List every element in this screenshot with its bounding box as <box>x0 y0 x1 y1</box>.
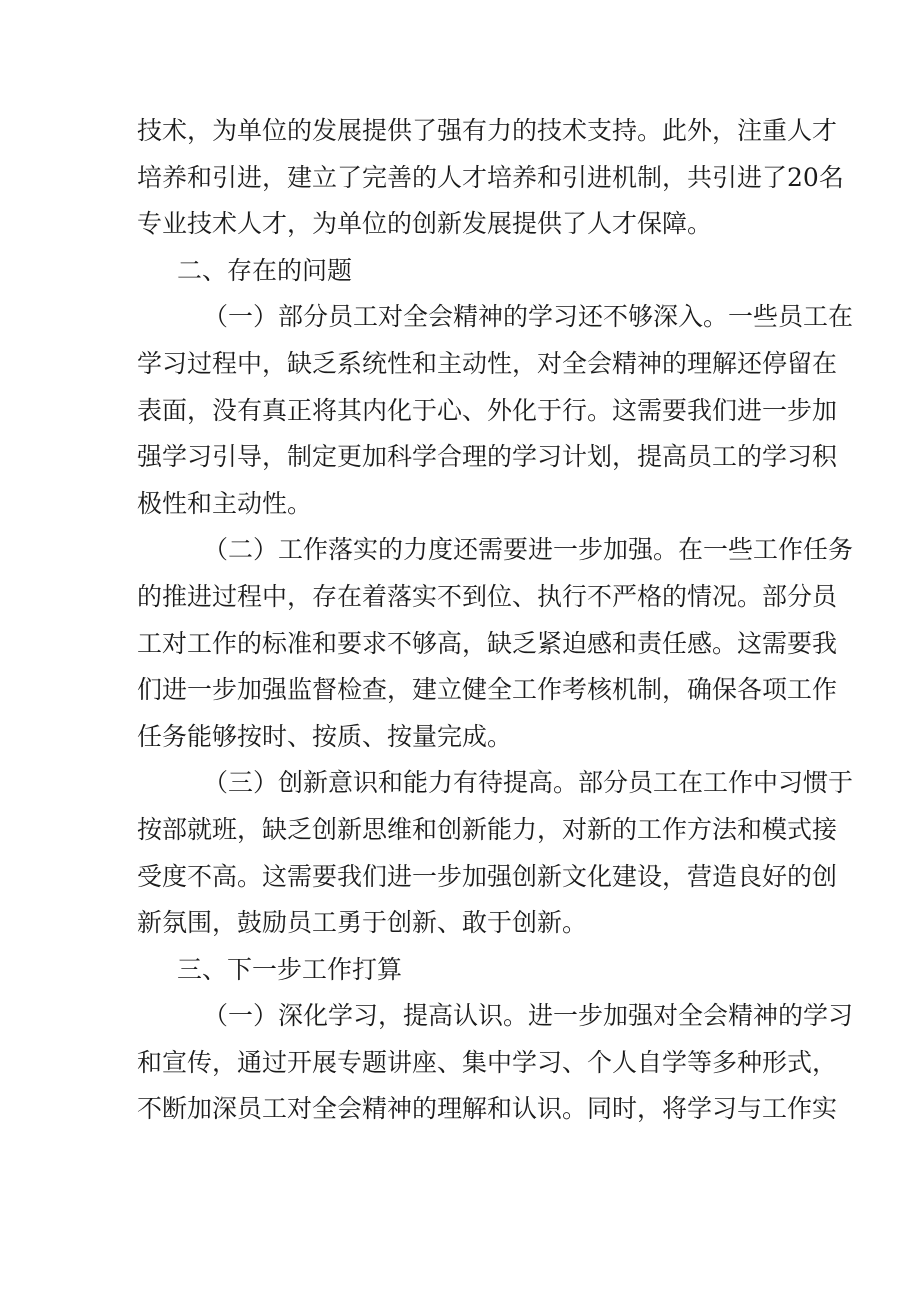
body-line: 们进一步加强监督检查，建立健全工作考核机制，确保各项工作 <box>137 675 838 705</box>
body-line: 按部就班，缺乏创新思维和创新能力，对新的工作方法和模式接 <box>137 814 838 844</box>
paragraph-first-line: （一）部分员工对全会精神的学习还不够深入。一些员工在 <box>203 302 854 332</box>
body-line: 新氛围，鼓励员工勇于创新、敢于创新。 <box>137 908 588 938</box>
paragraph-first-line: （三）创新意识和能力有待提高。部分员工在工作中习惯于 <box>203 768 854 798</box>
body-line: 的推进过程中，存在着落实不到位、执行不严格的情况。部分员 <box>137 581 838 611</box>
body-line: 任务能够按时、按质、按量完成。 <box>137 721 513 751</box>
paragraph-first-line: （二）工作落实的力度还需要进一步加强。在一些工作任务 <box>203 535 854 565</box>
paragraph-first-line: （一）深化学习，提高认识。进一步加强对全会精神的学习 <box>203 1001 854 1031</box>
body-line: 学习过程中，缺乏系统性和主动性，对全会精神的理解还停留在 <box>137 348 838 378</box>
body-line: 受度不高。这需要我们进一步加强创新文化建设，营造良好的创 <box>137 861 838 891</box>
body-line: 表面，没有真正将其内化于心、外化于行。这需要我们进一步加 <box>137 395 838 425</box>
body-line: 强学习引导，制定更加科学合理的学习计划，提高员工的学习积 <box>137 442 838 472</box>
body-line: 不断加深员工对全会精神的理解和认识。同时，将学习与工作实 <box>137 1094 838 1124</box>
body-line: 和宣传，通过开展专题讲座、集中学习、个人自学等多种形式， <box>137 1047 838 1077</box>
section-heading: 二、存在的问题 <box>177 255 353 285</box>
body-line: 技术，为单位的发展提供了强有力的技术支持。此外，注重人才 <box>137 116 838 145</box>
document-body <box>137 108 854 1133</box>
body-line: 极性和主动性。 <box>137 488 313 518</box>
body-line: 专业技术人才，为单位的创新发展提供了人才保障。 <box>137 209 713 239</box>
body-line: 工对工作的标准和要求不够高，缺乏紧迫感和责任感。这需要我 <box>137 628 838 658</box>
body-line: 培养和引进，建立了完善的人才培养和引进机制，共引进了20名 <box>137 162 844 192</box>
section-heading: 三、下一步工作打算 <box>177 954 403 984</box>
